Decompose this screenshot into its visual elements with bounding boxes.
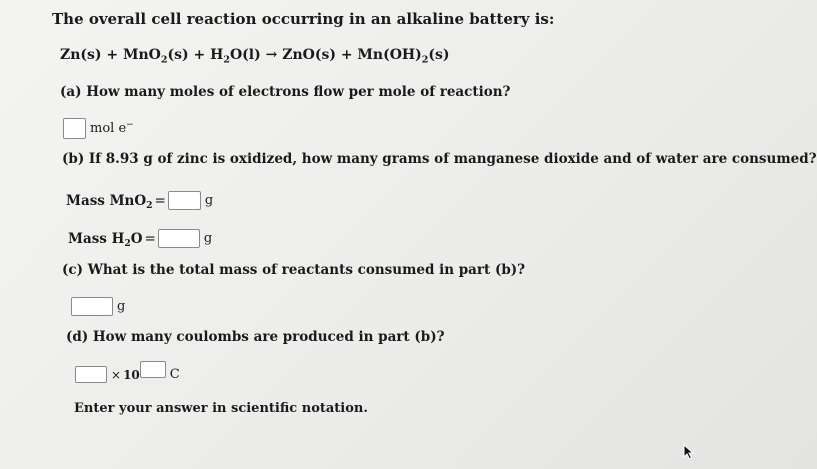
part-a-prompt: (a) How many moles of electrons flow per mole of reaction? (60, 84, 511, 100)
part-b-prompt: (b) If 8.93 g of zinc is oxidized, how many grams of manganese dioxide and of water are consumed? (62, 151, 817, 167)
question-title: The overall cell reaction occurring in an alkaline battery is: (52, 10, 555, 28)
part-c-prompt: (c) What is the total mass of reactants consumed in part (b)? (62, 262, 526, 278)
part-a-unit-charge: − (126, 120, 134, 130)
equation-part-1: Zn(s) + MnO (60, 47, 161, 63)
mass-mno2-unit: g (204, 193, 214, 208)
part-c-answer-row (71, 297, 125, 316)
total-mass-unit: g (117, 299, 126, 314)
mass-h2o-label-end: O (130, 230, 143, 247)
mass-h2o-label-sub: 2 (124, 237, 131, 249)
mouse-pointer-icon (681, 443, 697, 461)
part-a-answer-input[interactable] (63, 118, 86, 139)
scientific-notation-note: Enter your answer in scientific notation. (74, 401, 368, 416)
coulombs-exponent-input[interactable] (140, 361, 166, 378)
total-mass-input[interactable] (71, 297, 113, 316)
equation-part-2: (s) + H (167, 47, 224, 63)
times-sign: × (111, 367, 122, 382)
mass-h2o-unit: g (203, 231, 213, 246)
mass-h2o-label-text: Mass H (68, 230, 125, 247)
part-b-h2o-row (68, 229, 212, 248)
mass-h2o-input[interactable] (158, 229, 200, 248)
coulombs-mantissa-input[interactable] (75, 366, 107, 383)
mass-mno2-label (66, 193, 153, 209)
mass-mno2-input[interactable] (168, 191, 201, 210)
coulombs-unit: C (169, 367, 180, 382)
equation-sub-2: 2 (223, 54, 230, 66)
mass-h2o-label (68, 231, 143, 247)
equation-part-3: O(l) → ZnO(s) + Mn(OH) (229, 47, 422, 63)
part-b-mno2-row (66, 191, 213, 210)
part-a-answer-row (63, 118, 134, 139)
mass-mno2-label-sub: 2 (146, 199, 153, 211)
equation-sub-3: 2 (421, 54, 429, 66)
mass-mno2-equals: = (154, 192, 166, 209)
part-a-unit (90, 121, 134, 136)
part-a-unit-text: mol e (90, 121, 127, 136)
equation-part-4: (s) (428, 47, 450, 63)
mass-h2o-equals: = (144, 230, 156, 247)
power-of-ten-base: 10 (123, 367, 140, 382)
mass-mno2-label-text: Mass MnO (66, 192, 147, 209)
cell-reaction-equation (60, 47, 450, 66)
part-d-answer-row (75, 366, 180, 383)
part-d-prompt: (d) How many coulombs are produced in part (b)? (66, 329, 445, 345)
equation-sub-1: 2 (160, 54, 168, 66)
